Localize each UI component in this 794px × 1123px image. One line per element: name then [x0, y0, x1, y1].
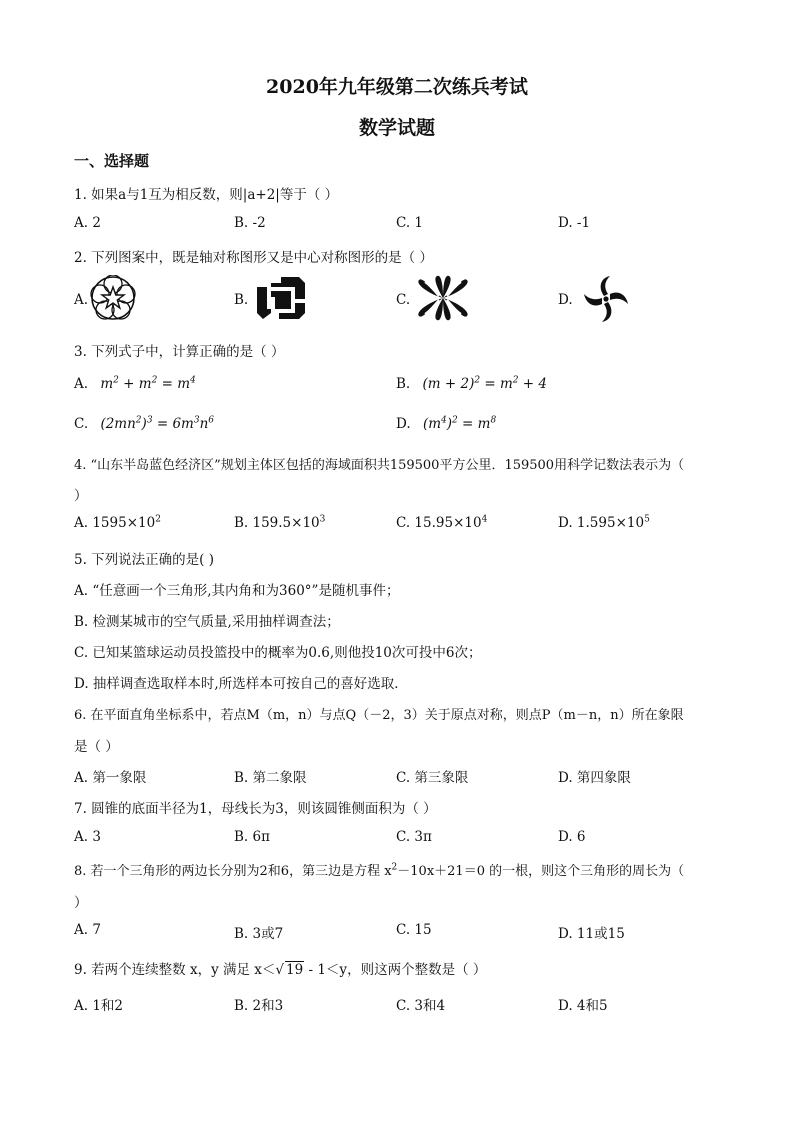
q3-formula-c: $(2mn^2)^3 = 6m^3n^6$ [100, 415, 215, 432]
q1-option-b: B. -2 [234, 215, 266, 231]
q3-option-c-label: C. [74, 416, 89, 432]
q9-option-d: D. 4和5 [558, 998, 608, 1014]
q1-option-a: A. 2 [74, 215, 101, 231]
butterfly-icon [415, 274, 471, 322]
q7-option-d: D. 6 [558, 829, 586, 845]
q5-option-c: C. 已知某篮球运动员投篮投中的概率为0.6,则他投10次可投中6次； [74, 645, 482, 661]
q7-option-c: C. 3π [396, 829, 432, 845]
question-8-stem: 8. 若一个三角形的两边长分别为2和6，第三边是方程 $x^2-10x+21=0$ 的一根，则这个三角形的周长为（ [74, 862, 685, 879]
question-7-stem: 7. 圆锥的底面半径为1，母线长为3，则该圆锥侧面积为（ ） [74, 801, 437, 817]
q8-option-d: D. 11或15 [558, 926, 625, 942]
q3-option-b [396, 376, 547, 392]
q3-formula-d: $(m^4)^2 = m^8$ [422, 415, 497, 432]
question-5-stem: 5. 下列说法正确的是( ) [74, 552, 214, 568]
question-1-stem: 1. 如果a与1互为相反数，则|a+2|等于（ ） [74, 187, 339, 203]
q9-option-c: C. 3和4 [396, 998, 446, 1014]
question-3-stem: 3. 下列式子中，计算正确的是（ ） [74, 344, 285, 360]
q2-option-a: A. [74, 292, 89, 308]
q3-option-d [396, 416, 496, 432]
q3-option-c [74, 416, 214, 432]
q8-option-a: A. 7 [74, 922, 101, 938]
q7-option-b: B. 6π [234, 829, 270, 845]
question-6-stem-cont: 是（ ） [74, 739, 119, 755]
radicand: 19 [286, 962, 304, 978]
q4-option-a: A. $1595\times 10^2$ [74, 514, 161, 531]
question-4-stem: 4. “山东半岛蓝色经济区”规划主体区包括的海域面积共159500平方公里．159500用科学记数法表示为（ [74, 458, 685, 473]
q5-option-d: D. 抽样调查选取样本时,所选样本可按自己的喜好选取． [74, 676, 408, 692]
sqrt-symbol: √ [275, 962, 285, 978]
q6-option-d: D. 第四象限 [558, 770, 631, 786]
q7-option-a: A. 3 [74, 829, 101, 845]
q4-option-d: D. $1.595\times 10^5$ [558, 514, 650, 531]
q2-option-c: C. [396, 292, 411, 308]
question-8-stem-cont: ） [74, 895, 88, 911]
q8-option-c: C. 15 [396, 922, 432, 938]
q2-option-d: D. [558, 292, 573, 308]
q3-formula-b: $(m + 2)^2 = m^2 + 4$ [422, 375, 547, 392]
q8-option-b: B. 3或7 [234, 926, 284, 942]
q9-option-a: A. 1和2 [74, 998, 124, 1014]
q9-option-b: B. 2和3 [234, 998, 284, 1014]
q2-option-b: B. [234, 292, 249, 308]
q1-option-d: D. -1 [558, 215, 591, 231]
q3-option-d-label: D. [396, 416, 411, 432]
q3-option-a-label: A. [74, 376, 89, 392]
emblem-icon [90, 275, 136, 321]
square-chain-icon [255, 275, 307, 321]
section-heading: 一、选择题 [74, 152, 150, 170]
question-4-stem-cont: ） [74, 488, 88, 504]
q3-option-a [74, 376, 196, 392]
q3-formula-a: $m^2 + m^2 = m^4$ [100, 375, 196, 392]
q3-option-b-label: B. [396, 376, 411, 392]
question-9-stem: 9. 若两个连续整数 x，y 满足 x＜√ 19 - 1＜y，则这两个整数是（ ） [74, 962, 487, 978]
q6-option-a: A. 第一象限 [74, 770, 147, 786]
pinwheel-icon [580, 274, 632, 324]
q5-option-a: A. “任意画一个三角形,其内角和为360°”是随机事件； [74, 583, 400, 599]
question-6-stem: 6. 在平面直角坐标系中，若点M（m，n）与点Q（－2，3）关于原点对称，则点P（m－n，n）所在象限 [74, 708, 684, 723]
exam-subtitle: 数学试题 [358, 117, 435, 139]
question-2-stem: 2. 下列图案中，既是轴对称图形又是中心对称图形的是（ ） [74, 250, 433, 266]
q4-option-b: B. $159.5\times 10^3$ [234, 514, 326, 531]
q5-option-b: B. 检测某城市的空气质量,采用抽样调查法； [74, 614, 340, 630]
q6-option-c: C. 第三象限 [396, 770, 469, 786]
q1-option-c: C. 1 [396, 215, 424, 231]
q4-option-c: C. $15.95\times 10^4$ [396, 514, 488, 531]
exam-title: 2020年九年级第二次练兵考试 [266, 76, 528, 98]
q6-option-b: B. 第二象限 [234, 770, 307, 786]
